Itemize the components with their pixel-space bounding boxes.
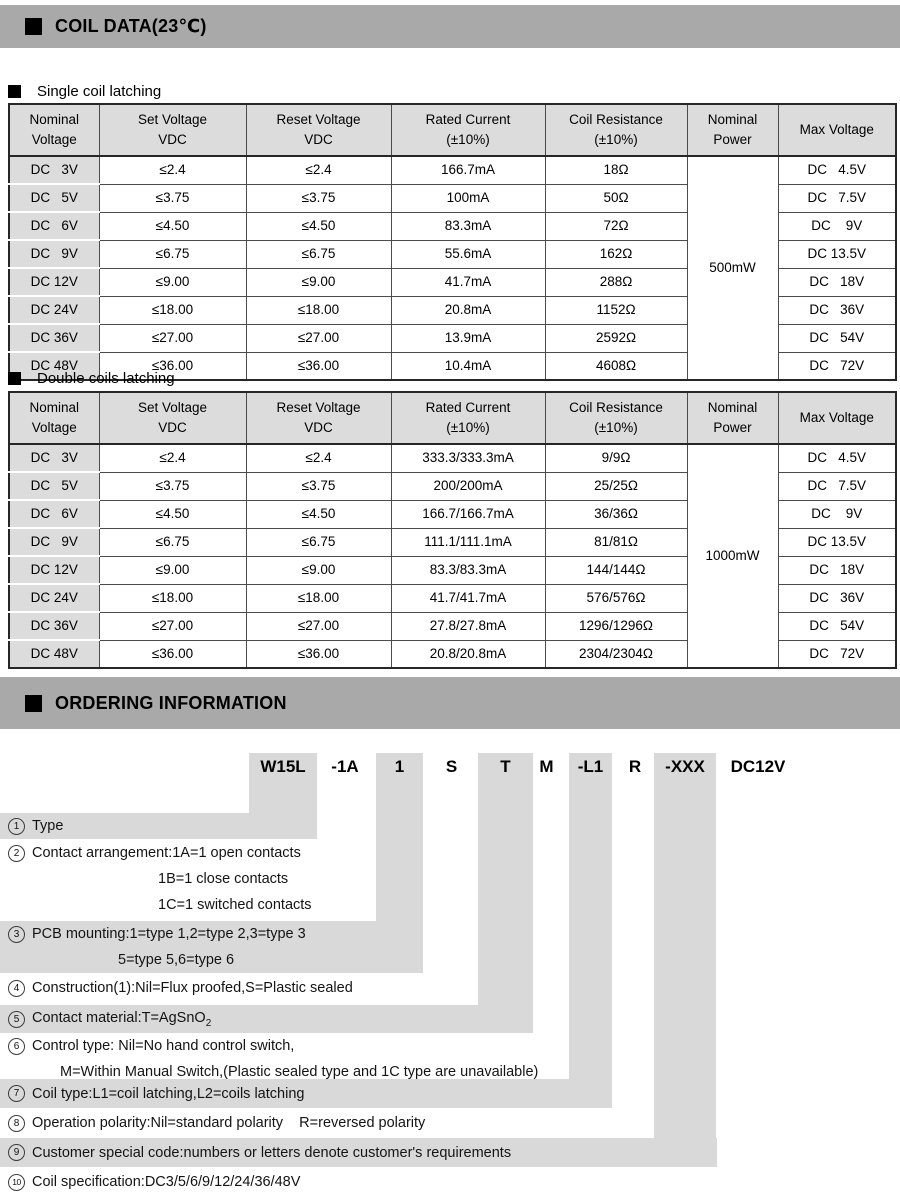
section-title: Double coils latching <box>37 369 175 387</box>
cell: DC 9V <box>9 528 99 556</box>
connector-bar <box>654 781 716 1138</box>
code-part: T <box>478 753 533 781</box>
column-header: Nominal Power <box>687 104 778 156</box>
cell: ≤3.75 <box>99 472 246 500</box>
ordering-row <box>8 813 63 839</box>
cell: 1296/1296Ω <box>545 612 687 640</box>
cell: ≤4.50 <box>99 212 246 240</box>
cell: DC 6V <box>9 212 99 240</box>
column-header: Nominal Power <box>687 392 778 444</box>
cell: DC 24V <box>9 584 99 612</box>
cell: ≤9.00 <box>246 556 391 584</box>
cell: 41.7/41.7mA <box>391 584 545 612</box>
cell: 83.3/83.3mA <box>391 556 545 584</box>
ordering-row-text: Control type: Nil=No hand control switch, <box>32 1038 295 1054</box>
cell: DC 18V <box>778 268 896 296</box>
ordering-row <box>8 1033 294 1059</box>
connector-bar <box>478 781 533 1005</box>
ordering-title: ORDERING INFORMATION <box>55 692 287 713</box>
cell: 166.7/166.7mA <box>391 500 545 528</box>
cell: 2592Ω <box>545 324 687 352</box>
ordering-row-text: M=Within Manual Switch,(Plastic sealed type and 1C type are unavailable) <box>60 1064 539 1080</box>
column-header: Coil Resistance (±10%) <box>545 392 687 444</box>
code-part: 1 <box>376 753 423 781</box>
cell: DC 13.5V <box>778 528 896 556</box>
connector-bar <box>249 781 317 813</box>
cell: DC 18V <box>778 556 896 584</box>
nominal-power-cell: 500mW <box>687 156 778 380</box>
cell: ≤27.00 <box>99 612 246 640</box>
circled-number: 5 <box>8 1011 25 1028</box>
circled-number: 2 <box>8 845 25 862</box>
cell: ≤2.4 <box>99 444 246 472</box>
cell: 9/9Ω <box>545 444 687 472</box>
ordering-row-text: 1B=1 close contacts <box>158 871 289 887</box>
cell: ≤2.4 <box>99 156 246 184</box>
cell: ≤36.00 <box>99 640 246 668</box>
column-header: Reset Voltage VDC <box>246 392 391 444</box>
column-header: Set Voltage VDC <box>99 392 246 444</box>
cell: 25/25Ω <box>545 472 687 500</box>
cell: 83.3mA <box>391 212 545 240</box>
cell: 2304/2304Ω <box>545 640 687 668</box>
cell: ≤27.00 <box>99 324 246 352</box>
ordering-row <box>8 1006 211 1032</box>
cell: ≤3.75 <box>246 184 391 212</box>
ordering-row-text: Contact arrangement:1A=1 open contacts <box>32 845 301 861</box>
cell: DC 9V <box>9 240 99 268</box>
cell: 333.3/333.3mA <box>391 444 545 472</box>
cell: DC 7.5V <box>778 472 896 500</box>
cell: DC 6V <box>9 500 99 528</box>
cell: DC 36V <box>9 612 99 640</box>
cell: ≤6.75 <box>246 240 391 268</box>
code-part: W15L <box>249 753 317 781</box>
ordering-row <box>8 1139 511 1166</box>
cell: DC 48V <box>9 640 99 668</box>
cell: ≤18.00 <box>99 584 246 612</box>
circled-number: 4 <box>8 980 25 997</box>
ordering-row <box>8 1168 300 1196</box>
code-part: DC12V <box>730 757 786 776</box>
cell: DC 5V <box>9 472 99 500</box>
code-part: S <box>445 757 458 776</box>
cell: DC 54V <box>778 324 896 352</box>
code-part: -L1 <box>569 753 612 781</box>
cell: 18Ω <box>545 156 687 184</box>
cell: 100mA <box>391 184 545 212</box>
cell: DC 12V <box>9 268 99 296</box>
cell: ≤36.00 <box>99 352 246 380</box>
circled-number: 7 <box>8 1085 25 1102</box>
cell: ≤9.00 <box>246 268 391 296</box>
column-header: Nominal Voltage <box>9 392 99 444</box>
cell: DC 3V <box>9 444 99 472</box>
cell: 72Ω <box>545 212 687 240</box>
ordering-row <box>8 1109 425 1137</box>
column-header: Rated Current (±10%) <box>391 104 545 156</box>
cell: ≤6.75 <box>246 528 391 556</box>
ordering-row-text: Coil specification:DC3/5/6/9/12/24/36/48V <box>32 1174 301 1190</box>
cell: 50Ω <box>545 184 687 212</box>
cell: ≤36.00 <box>246 352 391 380</box>
cell: 13.9mA <box>391 324 545 352</box>
cell: DC 36V <box>778 584 896 612</box>
column-header: Max Voltage <box>778 392 896 444</box>
cell: DC 72V <box>778 352 896 380</box>
cell: 288Ω <box>545 268 687 296</box>
cell: DC 36V <box>9 324 99 352</box>
cell: DC 3V <box>9 156 99 184</box>
ordering-row-text: Coil type:L1=coil latching,L2=coils latching <box>32 1085 305 1102</box>
circled-number: 1 <box>8 818 25 835</box>
cell: DC 9V <box>778 500 896 528</box>
cell: DC 5V <box>9 184 99 212</box>
cell: ≤27.00 <box>246 612 391 640</box>
cell: ≤4.50 <box>246 500 391 528</box>
cell: ≤18.00 <box>99 296 246 324</box>
cell: DC 9V <box>778 212 896 240</box>
cell: ≤27.00 <box>246 324 391 352</box>
cell: 27.8/27.8mA <box>391 612 545 640</box>
cell: DC 54V <box>778 612 896 640</box>
column-header: Max Voltage <box>778 104 896 156</box>
ordering-row-text: 1C=1 switched contacts <box>158 897 312 913</box>
nominal-power-cell: 1000mW <box>687 444 778 668</box>
cell: DC 4.5V <box>778 156 896 184</box>
column-header: Set Voltage VDC <box>99 104 246 156</box>
circled-number: 3 <box>8 926 25 943</box>
cell: 55.6mA <box>391 240 545 268</box>
circled-number: 10 <box>8 1174 25 1191</box>
cell: DC 36V <box>778 296 896 324</box>
cell: DC 48V <box>9 352 99 380</box>
ordering-row <box>8 975 353 1001</box>
cell: DC 7.5V <box>778 184 896 212</box>
cell: 200/200mA <box>391 472 545 500</box>
cell: ≤3.75 <box>246 472 391 500</box>
circled-number: 8 <box>8 1115 25 1132</box>
cell: DC 24V <box>9 296 99 324</box>
connector-bar <box>569 781 612 1079</box>
circled-number: 9 <box>8 1144 25 1161</box>
cell: 20.8/20.8mA <box>391 640 545 668</box>
code-part: R <box>628 757 642 776</box>
cell: ≤9.00 <box>99 268 246 296</box>
cell: 10.4mA <box>391 352 545 380</box>
cell: ≤6.75 <box>99 240 246 268</box>
ordering-row-text: Construction(1):Nil=Flux proofed,S=Plastic sealed <box>32 980 353 996</box>
ordering-row-text: Customer special code:numbers or letters denote customer's requirements <box>32 1144 512 1161</box>
ordering-row <box>158 892 312 918</box>
cell: DC 12V <box>9 556 99 584</box>
ordering-row-text: 5=type 5,6=type 6 <box>118 952 235 968</box>
cell: 36/36Ω <box>545 500 687 528</box>
cell: ≤6.75 <box>99 528 246 556</box>
ordering-row <box>158 866 288 892</box>
cell: 4608Ω <box>545 352 687 380</box>
cell: DC 13.5V <box>778 240 896 268</box>
cell: 576/576Ω <box>545 584 687 612</box>
cell: ≤4.50 <box>246 212 391 240</box>
cell: ≤18.00 <box>246 296 391 324</box>
circled-number: 6 <box>8 1038 25 1055</box>
cell: ≤9.00 <box>99 556 246 584</box>
cell: 81/81Ω <box>545 528 687 556</box>
column-header: Rated Current (±10%) <box>391 392 545 444</box>
cell: 41.7mA <box>391 268 545 296</box>
column-header: Nominal Voltage <box>9 104 99 156</box>
cell: 166.7mA <box>391 156 545 184</box>
cell: ≤2.4 <box>246 156 391 184</box>
section-title: Single coil latching <box>37 82 162 100</box>
connector-bar <box>376 781 423 921</box>
code-part: M <box>539 757 554 776</box>
column-header: Reset Voltage VDC <box>246 104 391 156</box>
code-part: -XXX <box>654 753 716 781</box>
ordering-row-text: Type <box>32 818 64 834</box>
cell: ≤36.00 <box>246 640 391 668</box>
cell: ≤18.00 <box>246 584 391 612</box>
ordering-row <box>8 921 306 947</box>
cell: 162Ω <box>545 240 687 268</box>
cell: ≤2.4 <box>246 444 391 472</box>
cell: 20.8mA <box>391 296 545 324</box>
ordering-row <box>8 840 301 866</box>
coil-data-title: COIL DATA(23℃) <box>55 16 207 36</box>
ordering-row <box>118 947 234 973</box>
cell: 144/144Ω <box>545 556 687 584</box>
cell: ≤4.50 <box>99 500 246 528</box>
cell: 1152Ω <box>545 296 687 324</box>
ordering-row-text: Contact material:T=AgSnO$_2$ <box>32 1009 212 1029</box>
cell: 111.1/111.1mA <box>391 528 545 556</box>
cell: DC 4.5V <box>778 444 896 472</box>
ordering-row <box>8 1080 304 1107</box>
cell: DC 72V <box>778 640 896 668</box>
column-header: Coil Resistance (±10%) <box>545 104 687 156</box>
ordering-row-text: PCB mounting:1=type 1,2=type 2,3=type 3 <box>32 926 306 942</box>
code-part: -1A <box>331 757 359 776</box>
cell: ≤3.75 <box>99 184 246 212</box>
ordering-row-text: Operation polarity:Nil=standard polarity R=reversed polarity <box>32 1115 426 1131</box>
